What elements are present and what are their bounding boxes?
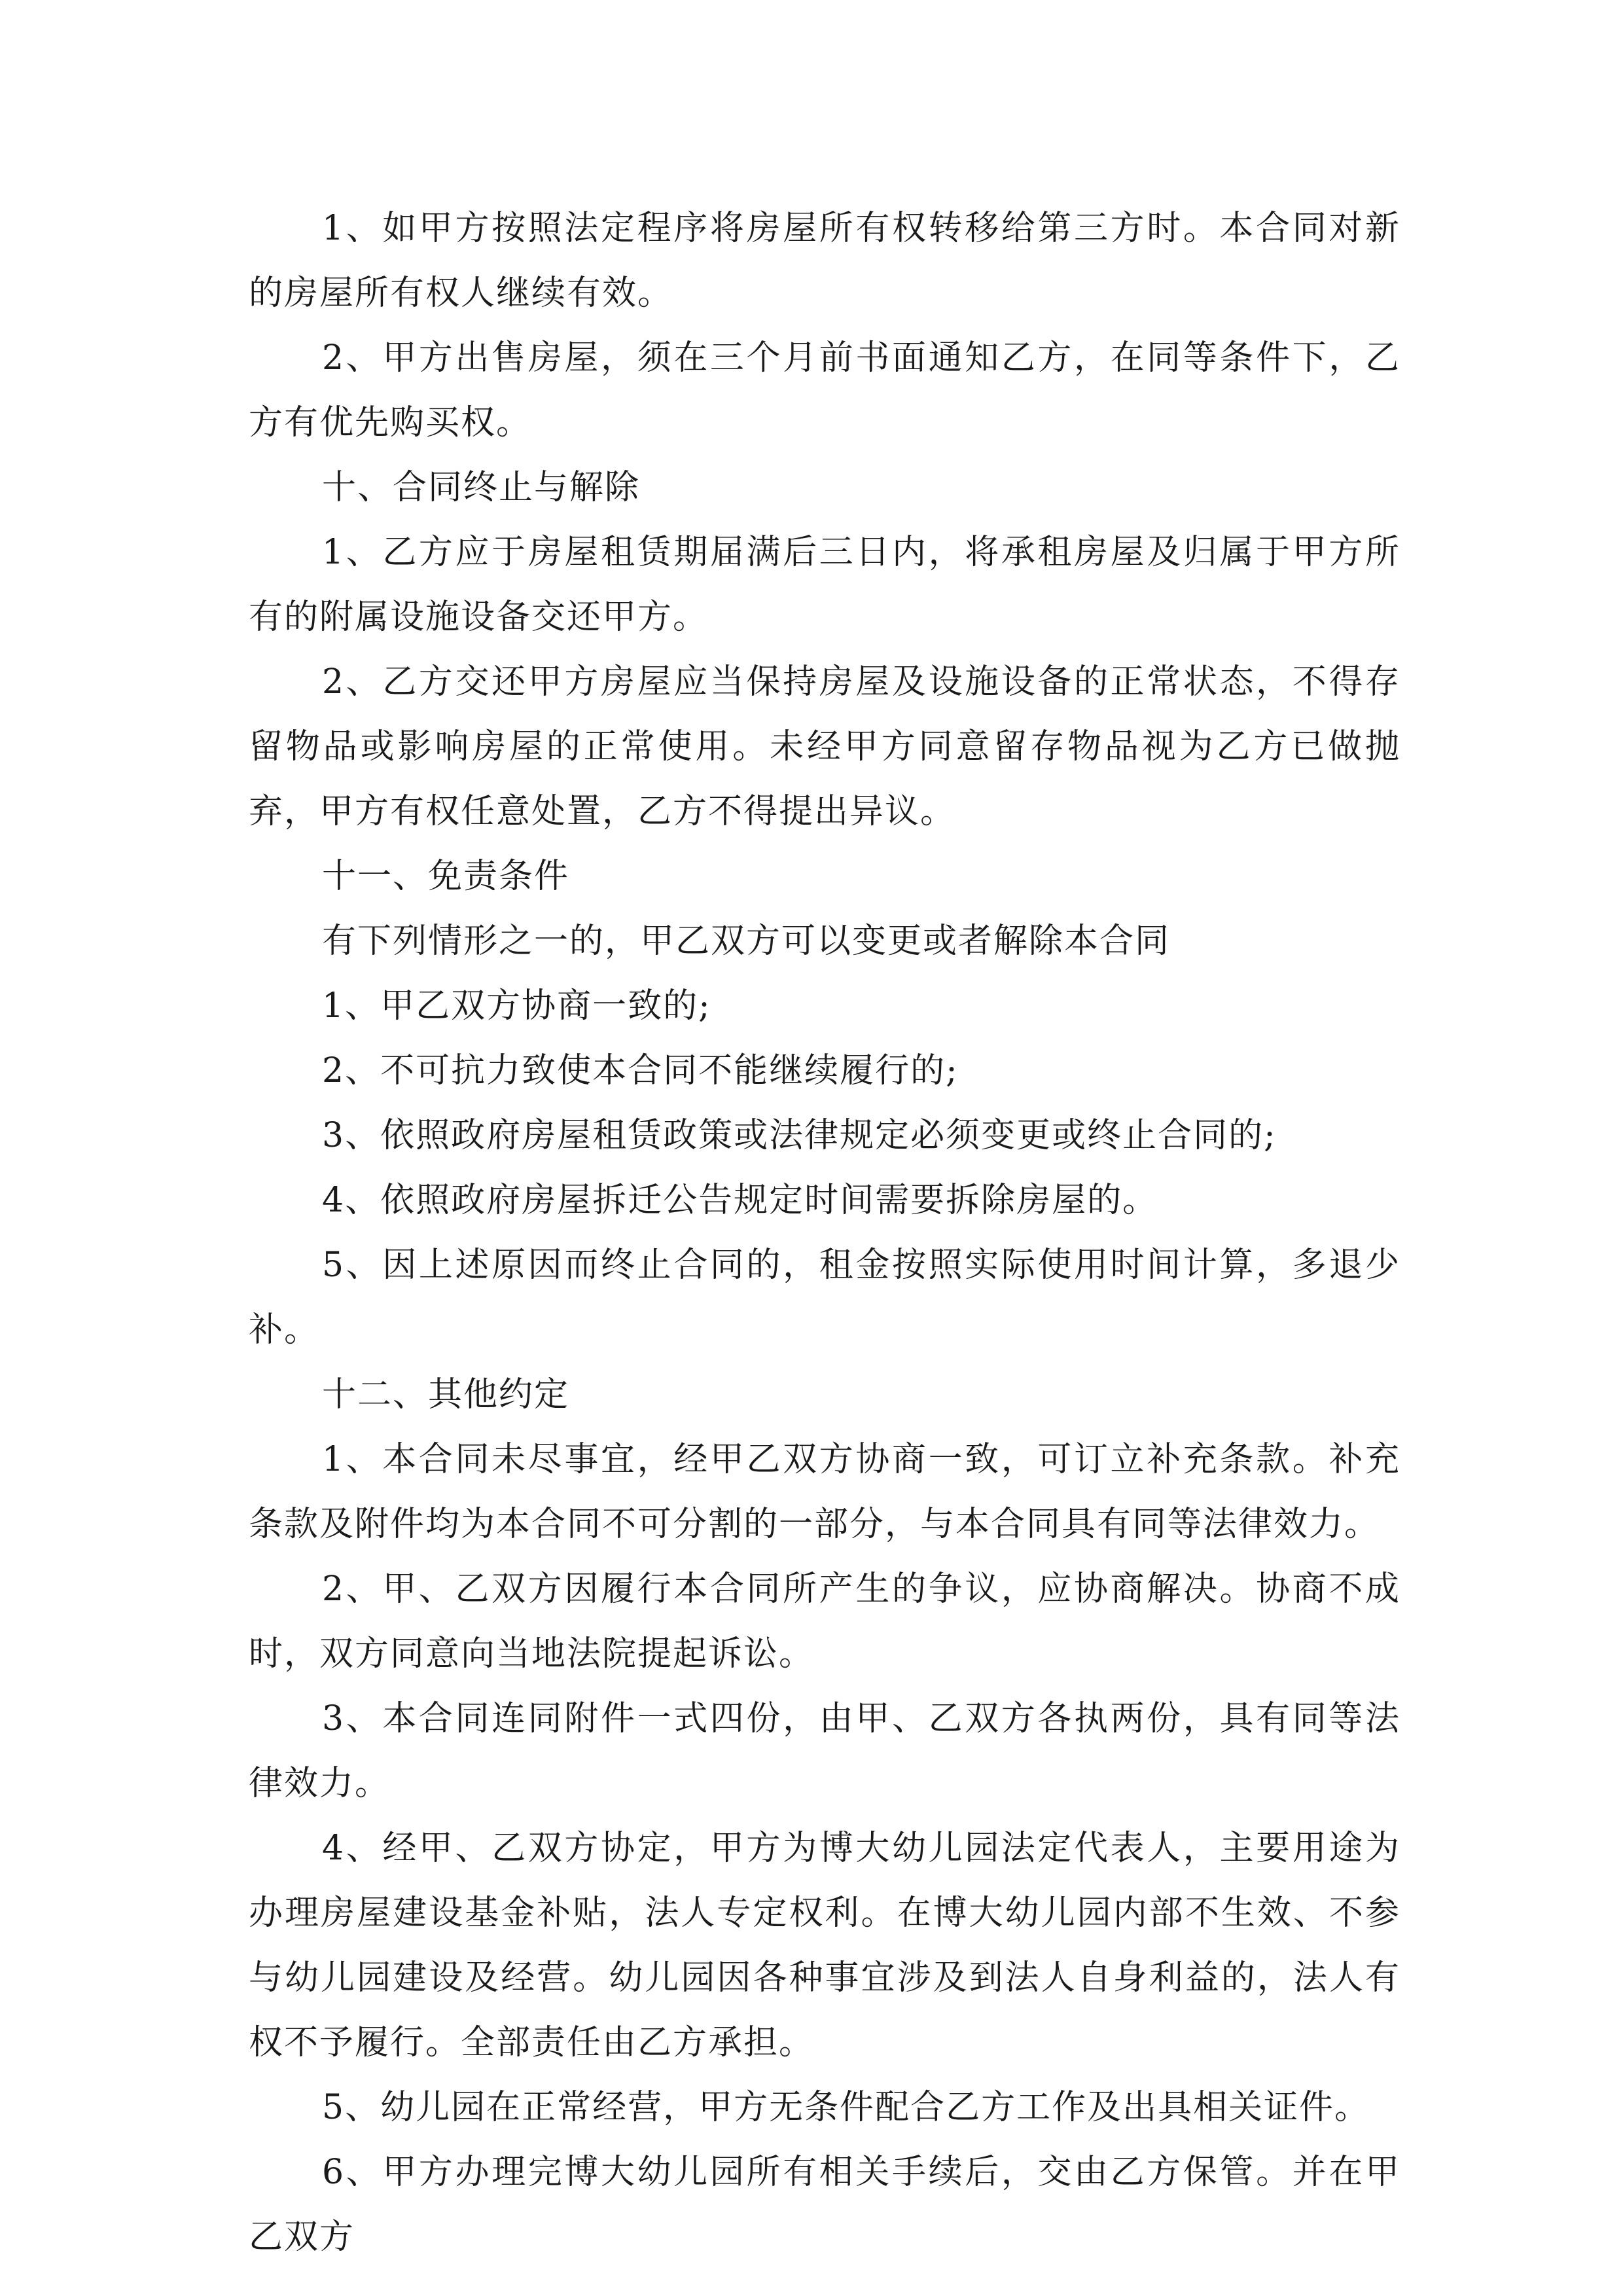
section-heading-10: 十、合同终止与解除: [322, 468, 641, 507]
paragraph-clause-11-3: 3、依照政府房屋租赁政策或法律规定必须变更或终止合同的;: [322, 1116, 1277, 1155]
paragraph-clause-9-1: 1、如甲方按照法定程序将房屋所有权转移给第三方时。本合同对新的房屋所有权人继续有效。: [249, 209, 1400, 313]
paragraph-clause-12-6: 6、甲方办理完博大幼儿园所有相关手续后，交由乙方保管。并在甲乙双方: [249, 2153, 1400, 2257]
paragraph-clause-11-5: 5、因上述原因而终止合同的，租金按照实际使用时间计算，多退少补。: [249, 1246, 1400, 1350]
paragraph-clause-10-1: 1、乙方应于房屋租赁期届满后三日内，将承租房屋及归属于甲方所有的附属设施设备交还甲方。: [249, 533, 1400, 637]
paragraph-clause-11-2: 2、不可抗力致使本合同不能继续履行的;: [322, 1051, 959, 1090]
section-heading-12: 十二、其他约定: [322, 1375, 570, 1414]
paragraph-clause-12-5: 5、幼儿园在正常经营，甲方无条件配合乙方工作及出具相关证件。: [322, 2088, 1370, 2127]
section-heading-11: 十一、免责条件: [322, 857, 570, 896]
paragraph-clause-12-1: 1、本合同未尽事宜，经甲乙双方协商一致，可订立补充条款。补充条款及附件均为本合同不可分割的一部分，与本合同具有同等法律效力。: [249, 1440, 1400, 1544]
paragraph-clause-12-4: 4、经甲、乙双方协定，甲方为博大幼儿园法定代表人，主要用途为办理房屋建设基金补贴，法人专定权利。在博大幼儿园内部不生效、不参与幼儿园建设及经营。幼儿园因各种事宜涉及到法人自身利益的，法人有权不予履行。全部责任由乙方承担。: [249, 1829, 1400, 2062]
paragraph-clause-12-3: 3、本合同连同附件一式四份，由甲、乙双方各执两份，具有同等法律效力。: [249, 1699, 1400, 1803]
paragraph-clause-11-4: 4、依照政府房屋拆迁公告规定时间需要拆除房屋的。: [322, 1181, 1158, 1220]
paragraph-clause-9-2: 2、甲方出售房屋，须在三个月前书面通知乙方，在同等条件下，乙方有优先购买权。: [249, 338, 1400, 442]
paragraph-clause-11-intro: 有下列情形之一的，甲乙双方可以变更或者解除本合同: [322, 922, 1171, 961]
paragraph-clause-11-1: 1、甲乙双方协商一致的;: [322, 986, 711, 1026]
document-body: [249, 196, 1400, 2270]
paragraph-clause-10-2: 2、乙方交还甲方房屋应当保持房屋及设施设备的正常状态，不得存留物品或影响房屋的正常使用。未经甲方同意留存物品视为乙方已做抛弃，甲方有权任意处置，乙方不得提出异议。: [249, 662, 1400, 831]
paragraph-clause-12-2: 2、甲、乙双方因履行本合同所产生的争议，应协商解决。协商不成时，双方同意向当地法院提起诉讼。: [249, 1570, 1400, 1674]
